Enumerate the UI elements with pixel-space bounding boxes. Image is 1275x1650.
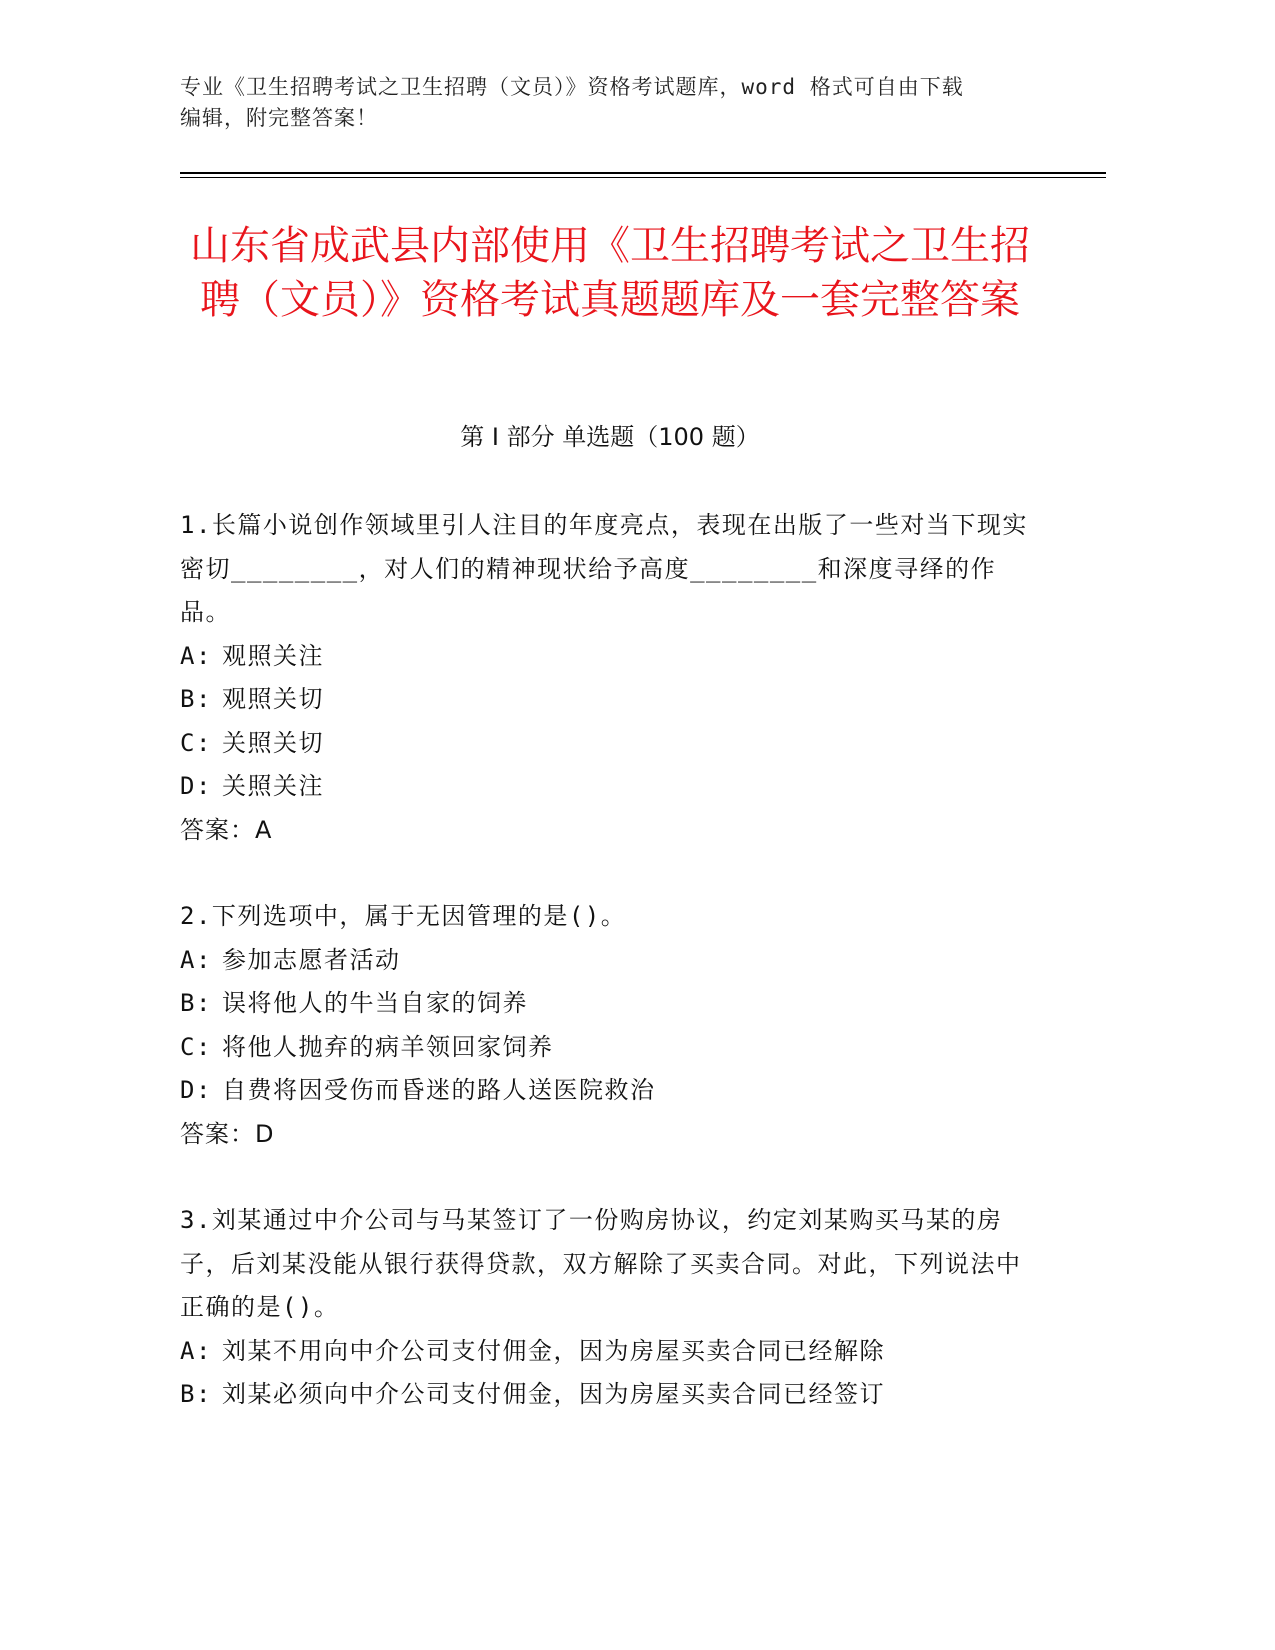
header-note-line-2: 编辑，附完整答案！: [180, 106, 378, 130]
header-note: [180, 72, 1040, 134]
option-text: 观照关切: [222, 685, 324, 713]
answer-line: 答案：D: [180, 1119, 275, 1148]
option-key: D:: [180, 772, 212, 800]
option-key: C:: [180, 1032, 212, 1061]
question-item-1: [180, 504, 1040, 852]
option-a: [180, 635, 1040, 679]
question-item-3: [180, 1199, 1040, 1417]
option-key: A:: [180, 1336, 212, 1365]
option-key: B:: [180, 1380, 212, 1408]
option-key: B:: [180, 685, 212, 713]
option-text: 关照关切: [222, 728, 324, 757]
answer-line: 答案：A: [180, 815, 273, 844]
option-b: [180, 982, 1040, 1026]
option-key: A:: [180, 641, 212, 670]
option-text: 刘某必须向中介公司支付佣金，因为房屋买卖合同已经签订: [222, 1380, 885, 1408]
option-text: 参加志愿者活动: [222, 945, 401, 974]
option-b: [180, 678, 1040, 722]
option-c: [180, 1026, 1040, 1070]
option-a: [180, 1330, 1040, 1374]
option-text: 观照关注: [222, 641, 324, 670]
document-title: 山东省成武县内部使用《卫生招聘考试之卫生招聘（文员）》资格考试真题题库及一套完整答案: [190, 223, 1030, 323]
question-stem: 3.刘某通过中介公司与马某签订了一份购房协议，约定刘某购买马某的房子，后刘某没能从银行获得贷款，双方解除了买卖合同。对此，下列说法中正确的是()。: [180, 1206, 1022, 1321]
question-list: [180, 504, 1040, 1460]
header-divider-thick: [180, 172, 1106, 174]
question-item-2: [180, 895, 1040, 1156]
option-d: [180, 1069, 1040, 1113]
option-text: 将他人抛弃的病羊领回家饲养: [222, 1032, 554, 1061]
option-text: 刘某不用向中介公司支付佣金，因为房屋买卖合同已经解除: [222, 1336, 885, 1365]
option-c: [180, 722, 1040, 766]
option-d: [180, 765, 1040, 809]
option-b: [180, 1373, 1040, 1417]
header-note-line-1: 专业《卫生招聘考试之卫生招聘（文员）》资格考试题库，word 格式可自由下载: [180, 75, 964, 99]
option-key: C:: [180, 728, 212, 757]
option-key: D:: [180, 1076, 212, 1104]
option-text: 误将他人的牛当自家的饲养: [222, 989, 528, 1017]
option-text: 关照关注: [222, 772, 324, 800]
header-divider-thin: [180, 177, 1106, 178]
option-key: B:: [180, 989, 212, 1017]
option-a: [180, 939, 1040, 983]
question-stem: 1.长篇小说创作领域里引人注目的年度亮点，表现在出版了一些对当下现实密切________，对人们的精神现状给予高度________和深度寻绎的作品。: [180, 511, 1028, 626]
option-text: 自费将因受伤而昏迷的路人送医院救治: [222, 1076, 656, 1104]
option-key: A:: [180, 945, 212, 974]
section-heading: 第 I 部分 单选题（100 题）: [460, 423, 760, 451]
question-stem: 2.下列选项中，属于无因管理的是()。: [180, 902, 627, 930]
